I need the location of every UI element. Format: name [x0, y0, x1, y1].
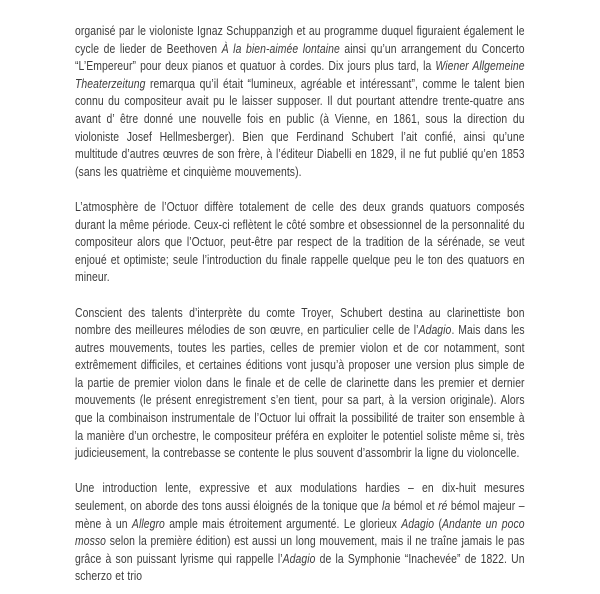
text-segment: L’atmosphère de l’Octuor diffère totalement de celle des deux grands quatuors composés durant la même période. Ceux-ci reflètent le côté sombre et obsessionnel de la personnalité du compositeur alors que l’Octuor, peut-être par respect de la tradition de la sérénade, se veut enjoué et optimiste; seule l’introduction du finale rappelle quelque peu le ton des quatuors en mineur. — [75, 198, 525, 285]
text-segment-italic: ré — [438, 498, 448, 514]
paragraph — [75, 304, 525, 462]
text-segment: selon la première édition) est aussi un long mouvement, mais il ne traîne jamais le pas grâce à son puissant lyrisme qui rappelle l’ — [75, 533, 525, 566]
text-segment-italic: la — [382, 498, 391, 514]
text-segment: ( — [434, 515, 443, 531]
paragraph — [75, 479, 525, 585]
paragraph — [75, 22, 525, 180]
text-segment: ainsi qu’un arrangement du Concerto “L’Empereur” pour deux pianos et quatuor à cordes. Dix jours plus tard, la — [75, 40, 525, 74]
paragraph — [75, 198, 525, 286]
text-segment: organisé par le violoniste Ignaz Schuppanzigh et au programme duquel figuraient également le cycle de lieder de Beethoven — [75, 23, 525, 56]
text-segment: . Mais dans les autres mouvements, toutes les parties, celles de premier violon et de cor notamment, sont extrêmement difficiles, et certaines éditions vont jusqu’à proposer une version plus simple de la partie de premier violon dans le finale et de celle de clarinette dans les premier et dernier mouvements (le présent enregistrement s’en tient, pour sa part, à la version originale). Alors que la combinaison instrumentale de l’Octuor lui offrait la possibilité de traiter son ensemble à la manière d’un orchestre, le compositeur préféra en exploiter le potentiel soliste même si, très judicieusement, la contrebasse se contente le plus souvent d’assombrir la ligne du violoncelle. — [75, 322, 525, 461]
text-segment: bémol majeur – mène à un — [75, 498, 525, 531]
text-segment-italic: À la bien-aimée lontaine — [221, 40, 340, 56]
text-segment: Une introduction lente, expressive et aux modulations hardies – en dix-huit mesures seulement, on aborde des tons aussi éloignés de la tonique que — [75, 480, 525, 514]
text-segment: bémol et — [390, 498, 439, 514]
text-segment: de la Symphonie “Inachevée” de 1822. Un scherzo et trio — [75, 550, 525, 584]
booklet-text — [75, 22, 525, 585]
text-segment: ample mais étroitement argumenté. Le glorieux — [164, 515, 402, 531]
text-segment: remarqua qu’il était “lumineux, agréable et intéressant”, comme le talent bien connu du compositeur avait pu le laisser supposer. Il dut pourtant attendre trente-quatre ans avant d’ être donné une nouvelle fois en public (à Vienne, en 1861, sous la direction du violoniste Josef Hellmesberger). Bien que Ferdinand Schubert l’ait confié, ainsi qu’une multitude d’autres œuvres de son frère, à l’éditeur Diabelli en 1829, il ne fut publié qu’en 1853 (sans les quatrième et cinquième mouvements). — [75, 75, 525, 179]
text-segment-italic: Allegro — [131, 515, 165, 531]
text-segment-italic: Adagio — [282, 550, 316, 566]
text-segment-italic: Andante un poco mosso — [75, 515, 525, 549]
text-segment-italic: Adagio — [401, 515, 435, 531]
text-segment: Conscient des talents d’interprète du comte Troyer, Schubert destina au clarinettiste bon nombre des meilleures mélodies de son œuvre, en particulier celle de l’ — [75, 304, 525, 338]
text-segment-italic: Wiener Allgemeine Theaterzeitung — [75, 58, 525, 91]
text-segment-italic: Adagio — [418, 322, 452, 338]
